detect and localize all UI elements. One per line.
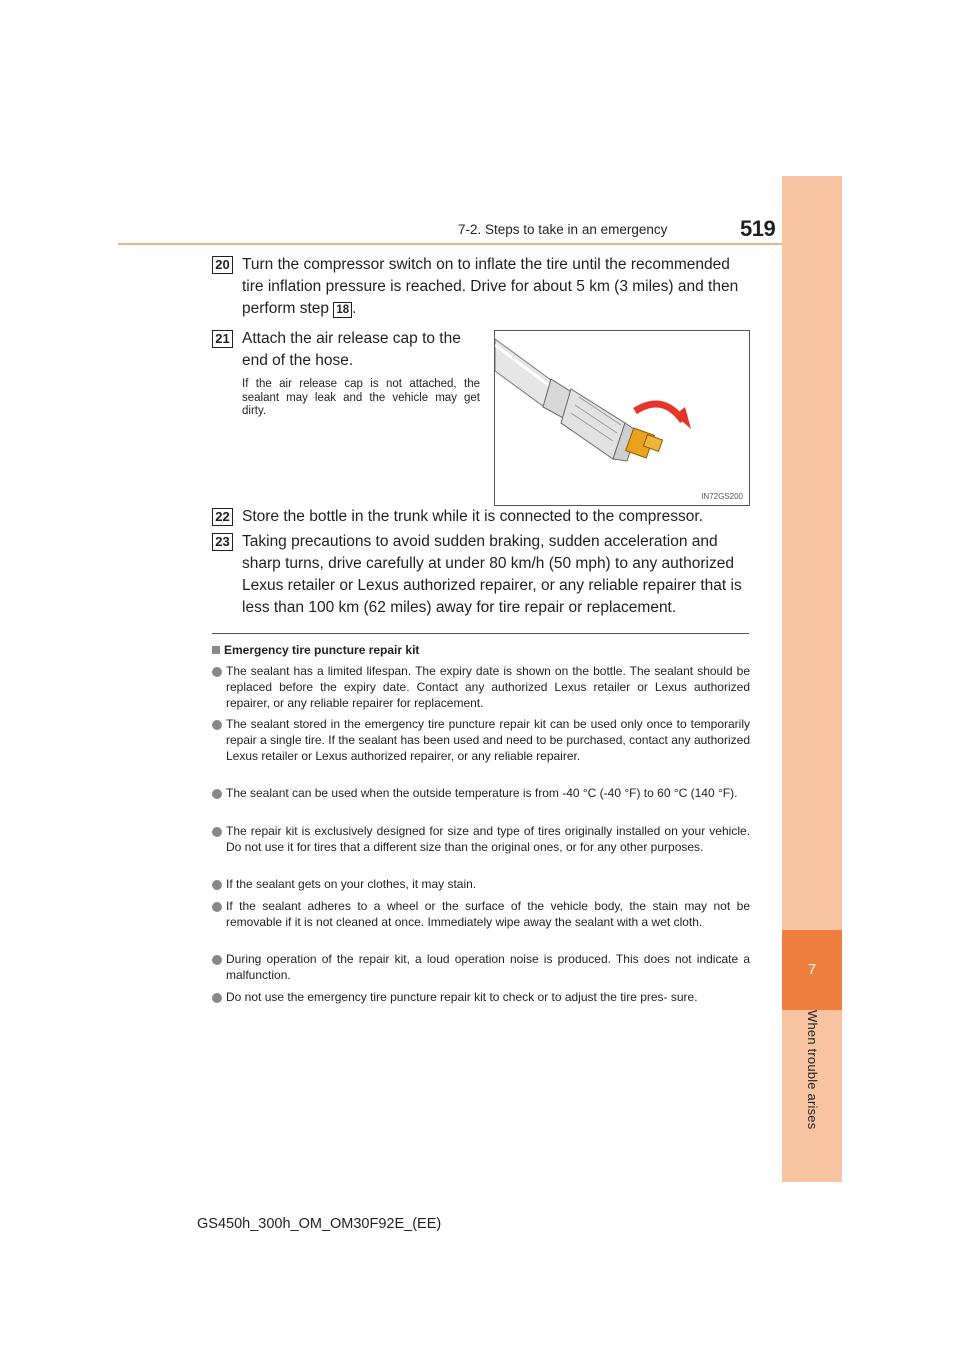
step-22-text: Store the bottle in the trunk while it is connected to the compressor. <box>242 508 703 525</box>
step-20-text: Turn the compressor switch on to inflate the tire until the recommended tire inflation pressure is reached. Drive for about 5 km (3 miles) and then perform step 18 . <box>242 256 739 317</box>
note-item: If the sealant adheres to a wheel or the surface of the vehicle body, the stain may not be removable if it is not cleaned at once. Immediately wipe away the sealant with a wet cloth. <box>226 899 750 931</box>
bullet-icon <box>212 720 222 730</box>
step-23-text: Taking precautions to avoid sudden braking, sudden acceleration and sharp turns, drive carefully at under 80 km/h (50 mph) to any authorized Lexus retailer or Lexus authorized repairer, or any reliable repairer that is less than 100 km (62 miles) away for tire repair or replacement. <box>242 533 742 616</box>
page-number: 519 <box>740 216 776 241</box>
bullet-icon <box>212 789 222 799</box>
chapter-title: When trouble arises <box>805 1010 820 1130</box>
notes-divider <box>212 633 749 634</box>
note-item: During operation of the repair kit, a loud operation noise is produced. This does not indicate a malfunction. <box>226 952 750 984</box>
air-release-cap-illustration <box>494 330 750 506</box>
header-rule <box>118 243 841 245</box>
step-reference-18: 18 <box>333 302 352 318</box>
step-number-20: 20 <box>212 256 233 274</box>
note-item: Do not use the emergency tire puncture repair kit to check or to adjust the tire pres- sure. <box>226 990 750 1006</box>
note-item: If the sealant gets on your clothes, it may stain. <box>226 877 750 893</box>
note-item: The sealant has a limited lifespan. The expiry date is shown on the bottle. The sealant should be replaced before the expiry date. Contact any authorized Lexus retailer or Lexus authorized repairer, or any reliable repairer for replacement. <box>226 664 750 711</box>
note-item: The sealant can be used when the outside temperature is from -40 °C (-40 °F) to 60 °C (140 °F). <box>226 786 750 802</box>
bullet-icon <box>212 880 222 890</box>
chapter-number-box <box>782 930 842 1010</box>
bullet-icon <box>212 902 222 912</box>
step-21-text: Attach the air release cap to the end of the hose. <box>242 330 461 369</box>
hose-cap-drawing <box>495 331 749 505</box>
step-21-note: If the air release cap is not attached, the sealant may leak and the vehicle may get dirty. <box>242 378 480 417</box>
step-number-21: 21 <box>212 330 233 348</box>
bullet-icon <box>212 827 222 837</box>
section-title: 7-2. Steps to take in an emergency <box>458 222 668 237</box>
step-number-23: 23 <box>212 533 233 551</box>
bullet-icon <box>212 955 222 965</box>
bullet-icon <box>212 667 222 677</box>
step-number-22: 22 <box>212 508 233 526</box>
square-bullet-icon <box>212 646 220 654</box>
figure-code: IN72GS200 <box>701 492 743 501</box>
note-item: The sealant stored in the emergency tire puncture repair kit can be used only once to temporarily repair a single tire. If the sealant has been used and need to be purchased, contact any authorized Lexus retailer or Lexus authorized repairer, or any reliable repairer. <box>226 717 750 764</box>
notes-heading: Emergency tire puncture repair kit <box>212 643 419 657</box>
bullet-icon <box>212 993 222 1003</box>
note-item: The repair kit is exclusively designed for size and type of tires originally installed on your vehicle. Do not use it for tires that a different size than the original ones, or for any other purposes. <box>226 824 750 856</box>
document-code: GS450h_300h_OM_OM30F92E_(EE) <box>197 1216 442 1232</box>
chapter-number: 7 <box>807 961 817 978</box>
